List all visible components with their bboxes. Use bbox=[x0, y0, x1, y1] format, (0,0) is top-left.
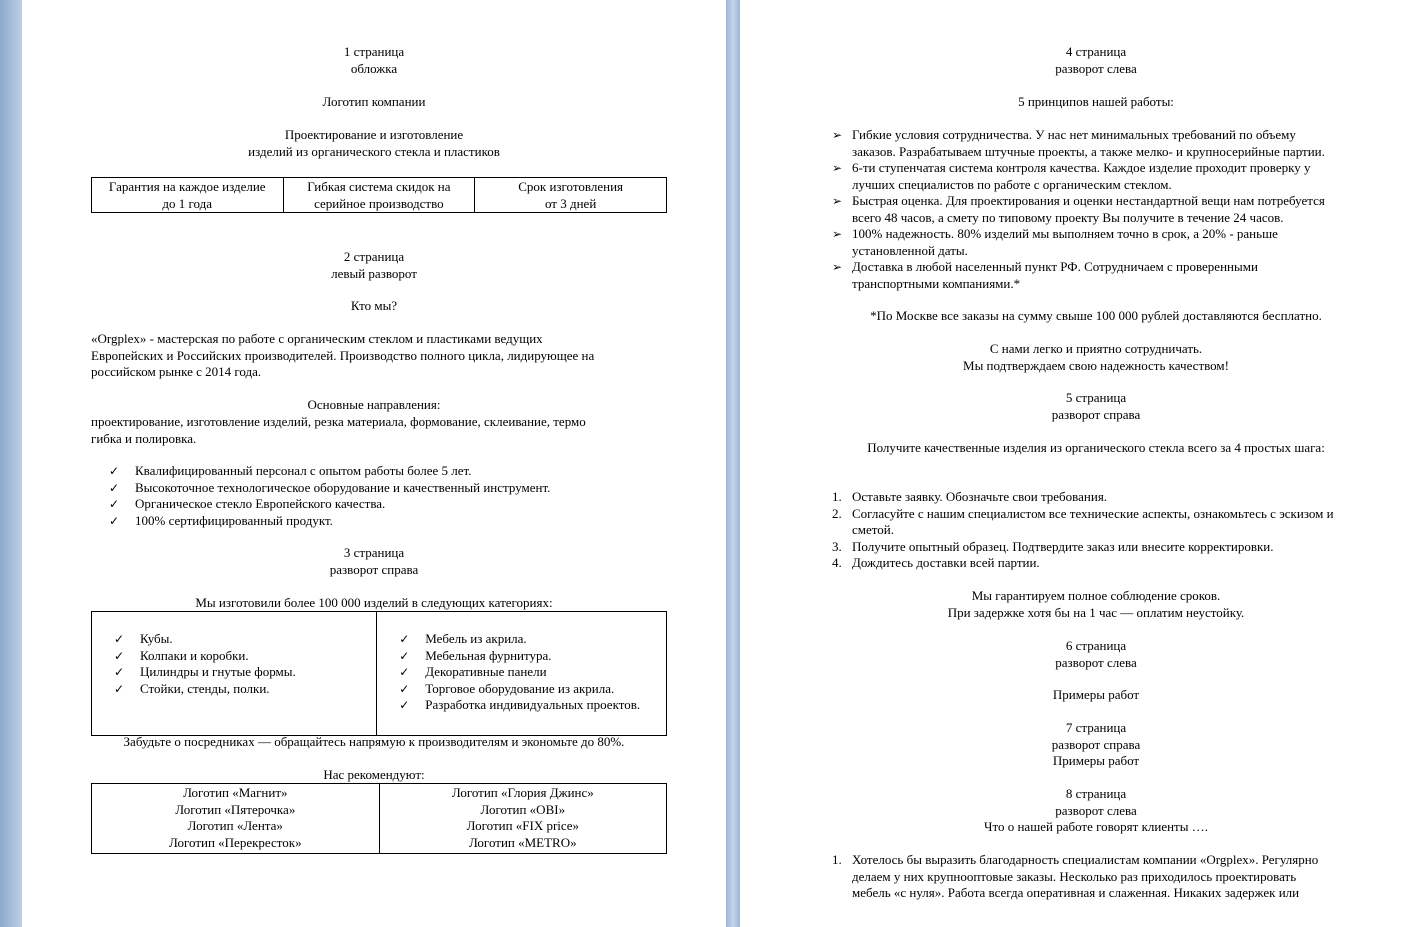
directions-line: гибка и полировка. bbox=[91, 430, 197, 446]
list-item-line: лучших специалистов по работе с органическим стеклом. bbox=[852, 176, 1172, 192]
document-page-right bbox=[740, 0, 1405, 927]
page-gap bbox=[726, 0, 740, 927]
page1-heading bbox=[22, 44, 726, 77]
list-item: ✓ Разработка индивидуальных проектов. bbox=[399, 697, 666, 714]
step-number: 3. bbox=[832, 538, 842, 554]
reliability-line: Мы подтверждаем свою надежность качеством! bbox=[963, 357, 1229, 373]
list-item: ✓ Мебельная фурнитура. bbox=[399, 648, 666, 665]
list-item: ✓ Колпаки и коробки. bbox=[114, 648, 376, 665]
about-line: Европейских и Российских производителей. Производство полного цикла, лидирующее на bbox=[91, 347, 595, 363]
page-subtitle: разворот слева bbox=[1055, 802, 1137, 818]
list-item: ✓ Высокоточное технологическое оборудование и качественный инструмент. bbox=[109, 480, 550, 497]
page-subtitle: разворот слева bbox=[1055, 60, 1137, 76]
page-subtitle: разворот справа bbox=[329, 561, 419, 577]
who-heading: Кто мы? bbox=[350, 298, 398, 313]
page-number: 7 страница bbox=[1065, 720, 1127, 735]
step-text: Дождитесь доставки всей партии. bbox=[852, 555, 1040, 570]
benefit-cell bbox=[92, 178, 284, 213]
reliability-text bbox=[740, 341, 1405, 374]
page4-heading bbox=[740, 44, 1405, 77]
benefit-line: до 1 года bbox=[162, 195, 213, 211]
principles-list bbox=[832, 127, 1395, 292]
list-item bbox=[832, 193, 1395, 226]
list-item-line: ➢ Быстрая оценка. Для проектирования и оценки нестандартной вещи нам потребуется bbox=[852, 193, 1325, 208]
guarantee-text bbox=[740, 588, 1405, 621]
categories-cell-left bbox=[92, 612, 377, 736]
partner-logo: Логотип «Магнит» bbox=[183, 785, 288, 800]
page7-heading bbox=[740, 720, 1405, 770]
logos-cell-right bbox=[379, 784, 666, 854]
steps-list bbox=[832, 489, 1395, 572]
reviews-heading: Что о нашей работе говорят клиенты …. bbox=[984, 819, 1208, 834]
partner-logo: Логотип «FIX price» bbox=[466, 818, 579, 833]
partner-logos-table bbox=[91, 783, 667, 854]
list-item: ✓ Кубы. bbox=[114, 631, 376, 648]
list-item bbox=[832, 226, 1395, 259]
document-page-left bbox=[22, 0, 726, 927]
examples-heading: Примеры работ bbox=[1052, 753, 1140, 768]
list-item bbox=[832, 539, 1395, 556]
partner-logo: Логотип «Перекресток» bbox=[168, 834, 302, 850]
step-number: 2. bbox=[832, 505, 842, 521]
review-line: Хотелось бы выразить благодарность специалистам компании «Orgplex». Регулярно bbox=[852, 852, 1319, 867]
list-item-line: заказов. Разрабатываем штучные проекты, а также мелко- и крупносерийные партии. bbox=[852, 143, 1325, 159]
list-item-line: ➢ Гибкие условия сотрудничества. У нас нет минимальных требований по объему bbox=[852, 127, 1296, 142]
partner-logo: Логотип «Пятерочка» bbox=[175, 801, 296, 817]
page-subtitle: левый разворот bbox=[331, 265, 417, 281]
list-item bbox=[832, 852, 1395, 902]
benefit-cell bbox=[475, 178, 667, 213]
benefit-line: от 3 дней bbox=[544, 195, 597, 211]
list-item-line: ➢ 6-ти ступенчатая система контроля качества. Каждое изделие проходит проверку у bbox=[852, 160, 1311, 175]
benefit-cell bbox=[283, 178, 475, 213]
examples-heading: Примеры работ bbox=[1052, 687, 1140, 702]
step-number: 1. bbox=[832, 489, 842, 504]
guarantee-line: Мы гарантируем полное соблюдение сроков. bbox=[971, 588, 1221, 603]
list-item bbox=[832, 506, 1395, 539]
list-item: ✓ Декоративные панели bbox=[399, 664, 666, 681]
step-text: Оставьте заявку. Обозначьте свои требования. bbox=[852, 489, 1108, 504]
cover-title bbox=[22, 127, 726, 160]
list-item: ✓ Цилиндры и гнутые формы. bbox=[114, 664, 376, 681]
review-number: 1. bbox=[832, 852, 842, 867]
benefit-line: серийное производство bbox=[314, 195, 444, 211]
no-middlemen-text: Забудьте о посредниках — обращайтесь напрямую к производителям и экономьте до 80%. bbox=[123, 734, 625, 749]
list-item bbox=[832, 259, 1395, 292]
page6-heading bbox=[740, 638, 1405, 671]
categories-list bbox=[399, 631, 666, 714]
categories-list bbox=[114, 631, 376, 697]
categories-cell-right bbox=[377, 612, 667, 736]
about-line: российском рынке с 2014 года. bbox=[91, 364, 262, 379]
left-margin-background bbox=[0, 0, 22, 927]
page-number: 2 страница bbox=[343, 249, 405, 264]
page-subtitle: разворот справа bbox=[1051, 736, 1141, 752]
directions-heading: Основные направления: bbox=[307, 397, 441, 412]
page3-heading bbox=[22, 545, 726, 578]
recommend-heading: Нас рекомендуют: bbox=[323, 767, 425, 782]
partner-logo: Логотип «OBI» bbox=[480, 801, 566, 817]
page-number: 4 страница bbox=[1065, 44, 1127, 59]
about-line: «Orgplex» - мастерская по работе с органическим стеклом и пластиками ведущих bbox=[91, 331, 543, 346]
benefit-line: Гибкая система скидок на bbox=[307, 179, 451, 194]
list-item bbox=[832, 489, 1395, 506]
delivery-note: *По Москве все заказы на сумму свыше 100 000 рублей доставляются бесплатно. bbox=[870, 308, 1322, 323]
page-number: 6 страница bbox=[1065, 638, 1127, 653]
benefit-line: Гарантия на каждое изделие bbox=[108, 179, 266, 194]
list-item: ✓ Стойки, стенды, полки. bbox=[114, 681, 376, 698]
step-number: 4. bbox=[832, 555, 842, 570]
directions-line: проектирование, изготовление изделий, резка материала, формование, склеивание, термо bbox=[91, 414, 586, 429]
categories-table bbox=[91, 611, 667, 736]
page-number: 3 страница bbox=[343, 545, 405, 560]
list-item: ✓ 100% сертифицированный продукт. bbox=[109, 513, 550, 530]
partner-logo: Логотип «Лента» bbox=[187, 818, 283, 833]
principles-heading: 5 принципов нашей работы: bbox=[1018, 94, 1174, 109]
steps-intro: Получите качественные изделия из органического стекла всего за 4 простых шага: bbox=[867, 440, 1325, 455]
page-subtitle: обложка bbox=[350, 60, 398, 76]
benefit-line: Срок изготовления bbox=[518, 179, 624, 194]
cover-title-line: Проектирование и изготовление bbox=[284, 127, 464, 142]
page8-heading bbox=[740, 786, 1405, 836]
page2-heading bbox=[22, 249, 726, 282]
list-item bbox=[832, 555, 1395, 572]
list-item-line: ➢ Доставка в любой населенный пункт РФ. Сотрудничаем с проверенными bbox=[852, 259, 1258, 274]
list-item-line: транспортными компаниями.* bbox=[852, 275, 1021, 291]
step-text: сметой. bbox=[852, 522, 894, 537]
list-item-line: установленной даты. bbox=[852, 242, 968, 258]
page-number: 1 страница bbox=[343, 44, 405, 59]
reviews-list bbox=[832, 852, 1395, 902]
partner-logo: Логотип «METRO» bbox=[468, 834, 577, 850]
advantages-list bbox=[109, 463, 550, 529]
list-item-line: всего 48 часов, а смету по типовому проекту Вы получите в течение 24 часов. bbox=[852, 209, 1284, 225]
categories-heading: Мы изготовили более 100 000 изделий в следующих категориях: bbox=[195, 595, 553, 610]
reliability-line: С нами легко и приятно сотрудничать. bbox=[989, 341, 1203, 356]
page-subtitle: разворот справа bbox=[1051, 406, 1141, 422]
directions-text bbox=[91, 414, 706, 447]
review-line: делаем у них крупнооптовые заказы. Несколько раз приходилось проектировать bbox=[852, 868, 1297, 884]
logos-cell-left bbox=[92, 784, 380, 854]
cover-title-line: изделий из органического стекла и пластиков bbox=[248, 143, 500, 159]
list-item: ✓ Органическое стекло Европейского качества. bbox=[109, 496, 550, 513]
company-logo-placeholder: Логотип компании bbox=[322, 94, 426, 109]
page-number: 8 страница bbox=[1065, 786, 1127, 801]
list-item bbox=[832, 160, 1395, 193]
about-paragraph bbox=[91, 331, 706, 381]
guarantee-line: При задержке хотя бы на 1 час — оплатим неустойку. bbox=[947, 604, 1245, 620]
list-item: ✓ Торговое оборудование из акрила. bbox=[399, 681, 666, 698]
benefits-table bbox=[91, 177, 667, 213]
step-text: Получите опытный образец. Подтвердите заказ или внесите корректировки. bbox=[852, 538, 1274, 554]
step-text: Согласуйте с нашим специалистом все технические аспекты, ознакомьтесь с эскизом и bbox=[852, 505, 1334, 521]
list-item: ✓ Квалифицированный персонал с опытом работы более 5 лет. bbox=[109, 463, 550, 480]
page5-heading bbox=[740, 390, 1405, 423]
partner-logo: Логотип «Глория Джинс» bbox=[451, 785, 594, 800]
list-item bbox=[832, 127, 1395, 160]
page-subtitle: разворот слева bbox=[1055, 654, 1137, 670]
review-line: мебель «с нуля». Работа всегда оперативная и слаженная. Никаких задержек или bbox=[852, 885, 1300, 900]
list-item: ✓ Мебель из акрила. bbox=[399, 631, 666, 648]
list-item-line: ➢ 100% надежность. 80% изделий мы выполняем точно в срок, а 20% - раньше bbox=[852, 226, 1278, 241]
page-number: 5 страница bbox=[1065, 390, 1127, 405]
